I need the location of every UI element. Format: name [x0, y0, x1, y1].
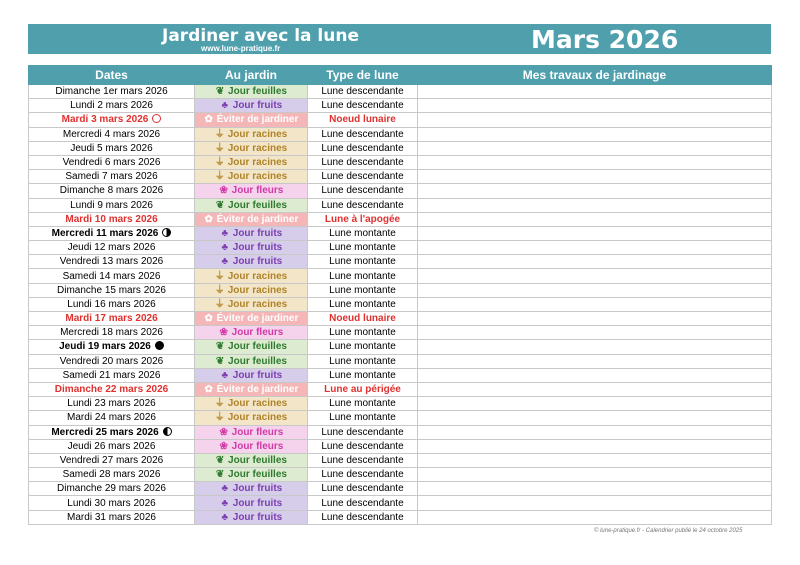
- date-label: Lundi 2 mars 2026: [70, 100, 153, 112]
- notes-cell[interactable]: [418, 510, 772, 524]
- moon-type-cell: Lune montante: [308, 297, 418, 311]
- garden-cell: [195, 496, 308, 510]
- notes-cell[interactable]: [418, 255, 772, 269]
- garden-label: Jour fruits: [232, 483, 283, 495]
- avoid-icon: ✿: [204, 384, 213, 396]
- notes-cell[interactable]: [418, 468, 772, 482]
- moon-type-cell: Lune au périgée: [308, 382, 418, 396]
- fruit-icon: ♣: [221, 256, 229, 268]
- table-row: [29, 198, 772, 212]
- notes-cell[interactable]: [418, 496, 772, 510]
- date-cell: [29, 439, 195, 453]
- moon-type-cell: Lune descendante: [308, 99, 418, 113]
- date-label: Dimanche 8 mars 2026: [59, 185, 164, 197]
- footer-credit: © lune-pratique.fr - Calendrier publié le 24 octobre 2025: [594, 528, 743, 534]
- date-label: Samedi 7 mars 2026: [65, 171, 158, 183]
- table-row: [29, 397, 772, 411]
- moon-type-cell: Lune descendante: [308, 510, 418, 524]
- table-row: [29, 184, 772, 198]
- notes-cell[interactable]: [418, 141, 772, 155]
- garden-label: Jour racines: [227, 298, 288, 310]
- moon-type-cell: Lune montante: [308, 397, 418, 411]
- root-icon: ⏚: [214, 128, 225, 140]
- date-label: Lundi 23 mars 2026: [67, 398, 156, 410]
- month-title: Mars 2026: [531, 25, 679, 54]
- notes-cell[interactable]: [418, 155, 772, 169]
- date-cell: [29, 212, 195, 226]
- garden-cell: [195, 411, 308, 425]
- table-row: [29, 425, 772, 439]
- fruit-icon: ♣: [221, 497, 229, 509]
- notes-cell[interactable]: [418, 354, 772, 368]
- flower-icon: ❀: [219, 185, 228, 197]
- leaf-icon: ❦: [215, 454, 225, 466]
- garden-cell: [195, 453, 308, 467]
- date-cell: [29, 468, 195, 482]
- root-icon: ⏚: [214, 270, 225, 282]
- date-label: Mardi 24 mars 2026: [67, 412, 156, 424]
- garden-label: Jour feuilles: [228, 454, 287, 466]
- page-title: Jardiner avec la lune: [162, 26, 359, 46]
- notes-cell[interactable]: [418, 283, 772, 297]
- moon-type-cell: Lune descendante: [308, 453, 418, 467]
- table-row: [29, 283, 772, 297]
- table-row: [29, 453, 772, 467]
- moon-type-cell: Lune montante: [308, 411, 418, 425]
- moon-type-cell: Noeud lunaire: [308, 312, 418, 326]
- moon-type-cell: Lune descendante: [308, 439, 418, 453]
- fruit-icon: ♣: [221, 369, 229, 381]
- moon-type-cell: Lune descendante: [308, 468, 418, 482]
- moon-type-cell: Lune descendante: [308, 198, 418, 212]
- date-label: Vendredi 27 mars 2026: [59, 454, 164, 466]
- garden-label: Jour racines: [227, 157, 288, 169]
- table-row: [29, 340, 772, 354]
- table-row: [29, 326, 772, 340]
- garden-cell: [195, 312, 308, 326]
- garden-label: Éviter de jardiner: [216, 313, 299, 325]
- date-label: Mercredi 18 mars 2026: [60, 327, 163, 339]
- garden-cell: [195, 141, 308, 155]
- date-cell: [29, 226, 195, 240]
- moon-type-cell: Lune montante: [308, 326, 418, 340]
- garden-cell: [195, 340, 308, 354]
- garden-cell: [195, 368, 308, 382]
- table-row: [29, 368, 772, 382]
- notes-cell[interactable]: [418, 425, 772, 439]
- date-cell: [29, 241, 195, 255]
- leaf-icon: ❦: [215, 86, 225, 98]
- garden-label: Jour fruits: [232, 242, 283, 254]
- flower-icon: ❀: [219, 327, 228, 339]
- date-label: Dimanche 22 mars 2026: [54, 384, 169, 396]
- table-header-row: [29, 66, 772, 85]
- table-row: [29, 85, 772, 99]
- date-label: Mercredi 4 mars 2026: [62, 128, 161, 140]
- date-label: Samedi 28 mars 2026: [62, 469, 161, 481]
- garden-label: Jour fleurs: [231, 426, 284, 438]
- table-row: [29, 496, 772, 510]
- table-row: [29, 226, 772, 240]
- notes-cell[interactable]: [418, 453, 772, 467]
- garden-cell: [195, 482, 308, 496]
- date-label: Vendredi 6 mars 2026: [62, 157, 161, 169]
- date-cell: [29, 354, 195, 368]
- garden-cell: [195, 155, 308, 169]
- table-row: [29, 127, 772, 141]
- garden-cell: [195, 212, 308, 226]
- date-cell: [29, 397, 195, 411]
- date-cell: [29, 113, 195, 127]
- notes-cell[interactable]: [418, 198, 772, 212]
- garden-label: Jour fleurs: [231, 327, 284, 339]
- table-row: [29, 255, 772, 269]
- fruit-icon: ♣: [221, 227, 229, 239]
- date-cell: [29, 340, 195, 354]
- garden-cell: [195, 354, 308, 368]
- garden-cell: [195, 226, 308, 240]
- date-cell: [29, 297, 195, 311]
- leaf-icon: ❦: [215, 469, 225, 481]
- root-icon: ⏚: [214, 142, 225, 154]
- date-label: Lundi 30 mars 2026: [67, 497, 156, 509]
- date-cell: [29, 496, 195, 510]
- garden-cell: [195, 85, 308, 99]
- date-label: Mercredi 25 mars 2026: [51, 426, 159, 438]
- garden-cell: [195, 283, 308, 297]
- table-row: [29, 155, 772, 169]
- garden-label: Jour feuilles: [228, 199, 287, 211]
- moon-type-cell: Lune montante: [308, 255, 418, 269]
- avoid-icon: ✿: [204, 114, 213, 126]
- date-cell: [29, 184, 195, 198]
- leaf-icon: ❦: [215, 355, 225, 367]
- moon-type-cell: Lune descendante: [308, 155, 418, 169]
- root-icon: ⏚: [214, 157, 225, 169]
- notes-cell[interactable]: [418, 212, 772, 226]
- flower-icon: ❀: [219, 426, 228, 438]
- moon-type-cell: Lune montante: [308, 354, 418, 368]
- date-cell: [29, 198, 195, 212]
- table-row: [29, 354, 772, 368]
- notes-cell[interactable]: [418, 269, 772, 283]
- garden-label: Jour fruits: [232, 497, 283, 509]
- new-moon-icon: [155, 341, 164, 350]
- garden-label: Jour feuilles: [228, 355, 287, 367]
- date-label: Jeudi 12 mars 2026: [67, 242, 156, 254]
- col-header-jardin: Au jardin: [195, 66, 308, 85]
- garden-label: Jour racines: [227, 171, 288, 183]
- leaf-icon: ❦: [215, 199, 225, 211]
- date-cell: [29, 141, 195, 155]
- notes-cell[interactable]: [418, 439, 772, 453]
- notes-cell[interactable]: [418, 226, 772, 240]
- garden-cell: [195, 510, 308, 524]
- moon-type-cell: Lune descendante: [308, 425, 418, 439]
- root-icon: ⏚: [214, 298, 225, 310]
- date-label: Mardi 10 mars 2026: [65, 213, 158, 225]
- date-cell: [29, 312, 195, 326]
- notes-cell[interactable]: [418, 368, 772, 382]
- garden-cell: [195, 297, 308, 311]
- date-label: Jeudi 26 mars 2026: [67, 440, 156, 452]
- garden-label: Jour fleurs: [231, 185, 284, 197]
- date-cell: [29, 382, 195, 396]
- notes-cell[interactable]: [418, 382, 772, 396]
- garden-label: Jour fleurs: [231, 440, 284, 452]
- date-cell: [29, 170, 195, 184]
- table-row: [29, 269, 772, 283]
- date-label: Jeudi 5 mars 2026: [70, 142, 153, 154]
- header-banner: [28, 24, 771, 54]
- notes-cell[interactable]: [418, 326, 772, 340]
- garden-label: Jour racines: [227, 398, 288, 410]
- fruit-icon: ♣: [221, 483, 229, 495]
- date-label: Lundi 9 mars 2026: [70, 199, 153, 211]
- notes-cell[interactable]: [418, 340, 772, 354]
- date-cell: [29, 155, 195, 169]
- date-cell: [29, 127, 195, 141]
- garden-cell: [195, 326, 308, 340]
- moon-type-cell: Lune descendante: [308, 127, 418, 141]
- fruit-icon: ♣: [221, 511, 229, 523]
- garden-cell: [195, 255, 308, 269]
- avoid-icon: ✿: [204, 313, 213, 325]
- garden-cell: [195, 397, 308, 411]
- garden-label: Éviter de jardiner: [216, 114, 299, 126]
- notes-cell[interactable]: [418, 312, 772, 326]
- notes-cell[interactable]: [418, 113, 772, 127]
- first-quarter-icon: [163, 427, 172, 436]
- garden-label: Jour racines: [227, 284, 288, 296]
- table-row: [29, 482, 772, 496]
- garden-label: Jour racines: [227, 142, 288, 154]
- garden-label: Jour fruits: [232, 256, 283, 268]
- moon-type-cell: Lune descendante: [308, 141, 418, 155]
- moon-type-cell: Lune à l'apogée: [308, 212, 418, 226]
- moon-type-cell: Noeud lunaire: [308, 113, 418, 127]
- table-row: [29, 297, 772, 311]
- date-label: Samedi 14 mars 2026: [62, 270, 161, 282]
- moon-type-cell: Lune montante: [308, 283, 418, 297]
- last-quarter-icon: [162, 228, 171, 237]
- garden-label: Jour feuilles: [228, 469, 287, 481]
- col-header-dates: Dates: [29, 66, 195, 85]
- garden-cell: [195, 425, 308, 439]
- date-cell: [29, 411, 195, 425]
- date-label: Vendredi 13 mars 2026: [59, 256, 164, 268]
- garden-cell: [195, 382, 308, 396]
- date-label: Mardi 3 mars 2026: [61, 114, 149, 126]
- garden-cell: [195, 113, 308, 127]
- garden-cell: [195, 198, 308, 212]
- garden-label: Jour feuilles: [228, 86, 287, 98]
- garden-label: Jour racines: [227, 270, 288, 282]
- moon-type-cell: Lune montante: [308, 226, 418, 240]
- notes-cell[interactable]: [418, 241, 772, 255]
- col-header-type: Type de lune: [308, 66, 418, 85]
- date-cell: [29, 283, 195, 297]
- table-row: [29, 411, 772, 425]
- garden-cell: [195, 127, 308, 141]
- calendar-table: [28, 65, 772, 525]
- table-row: [29, 99, 772, 113]
- notes-cell[interactable]: [418, 397, 772, 411]
- moon-type-cell: Lune montante: [308, 241, 418, 255]
- notes-cell[interactable]: [418, 184, 772, 198]
- table-row: [29, 468, 772, 482]
- garden-cell: [195, 468, 308, 482]
- moon-type-cell: Lune descendante: [308, 184, 418, 198]
- avoid-icon: ✿: [204, 213, 213, 225]
- table-row: [29, 141, 772, 155]
- col-header-travaux: Mes travaux de jardinage: [418, 66, 772, 85]
- date-cell: [29, 255, 195, 269]
- table-row: [29, 510, 772, 524]
- date-label: Dimanche 1er mars 2026: [55, 86, 168, 98]
- root-icon: ⏚: [214, 412, 225, 424]
- fruit-icon: ♣: [221, 242, 229, 254]
- date-cell: [29, 368, 195, 382]
- moon-type-cell: Lune descendante: [308, 496, 418, 510]
- notes-cell[interactable]: [418, 170, 772, 184]
- date-label: Mardi 17 mars 2026: [65, 313, 158, 325]
- garden-label: Jour fruits: [232, 100, 283, 112]
- garden-label: Éviter de jardiner: [216, 213, 299, 225]
- site-url: www.lune-pratique.fr: [201, 44, 281, 53]
- date-label: Jeudi 19 mars 2026: [59, 341, 151, 353]
- date-label: Lundi 16 mars 2026: [67, 298, 156, 310]
- lunar-node-icon: [152, 114, 161, 123]
- date-cell: [29, 269, 195, 283]
- garden-cell: [195, 241, 308, 255]
- date-cell: [29, 85, 195, 99]
- fruit-icon: ♣: [221, 100, 229, 112]
- date-label: Samedi 21 mars 2026: [62, 369, 161, 381]
- date-cell: [29, 326, 195, 340]
- root-icon: ⏚: [214, 398, 225, 410]
- notes-cell[interactable]: [418, 85, 772, 99]
- garden-label: Éviter de jardiner: [216, 384, 299, 396]
- notes-cell[interactable]: [418, 411, 772, 425]
- notes-cell[interactable]: [418, 482, 772, 496]
- moon-type-cell: Lune montante: [308, 368, 418, 382]
- root-icon: ⏚: [214, 284, 225, 296]
- garden-label: Jour racines: [227, 412, 288, 424]
- moon-type-cell: Lune descendante: [308, 85, 418, 99]
- garden-label: Jour racines: [227, 128, 288, 140]
- leaf-icon: ❦: [215, 341, 225, 353]
- table-row: [29, 439, 772, 453]
- moon-type-cell: Lune montante: [308, 340, 418, 354]
- table-row: [29, 241, 772, 255]
- table-row: [29, 312, 772, 326]
- garden-cell: [195, 269, 308, 283]
- table-row: [29, 212, 772, 226]
- garden-label: Jour fruits: [232, 227, 283, 239]
- date-label: Dimanche 15 mars 2026: [57, 284, 166, 296]
- moon-type-cell: Lune montante: [308, 269, 418, 283]
- date-cell: [29, 425, 195, 439]
- date-label: Vendredi 20 mars 2026: [59, 355, 164, 367]
- date-cell: [29, 453, 195, 467]
- moon-type-cell: Lune descendante: [308, 170, 418, 184]
- notes-cell[interactable]: [418, 297, 772, 311]
- date-cell: [29, 99, 195, 113]
- notes-cell[interactable]: [418, 99, 772, 113]
- root-icon: ⏚: [214, 171, 225, 183]
- table-row: [29, 382, 772, 396]
- table-row: [29, 113, 772, 127]
- date-cell: [29, 510, 195, 524]
- date-label: Dimanche 29 mars 2026: [57, 483, 166, 495]
- garden-cell: [195, 170, 308, 184]
- moon-type-cell: Lune descendante: [308, 482, 418, 496]
- date-cell: [29, 482, 195, 496]
- table-row: [29, 170, 772, 184]
- garden-label: Jour fruits: [232, 511, 283, 523]
- date-label: Mercredi 11 mars 2026: [51, 227, 159, 239]
- table-body: [29, 85, 772, 525]
- garden-cell: [195, 184, 308, 198]
- flower-icon: ❀: [219, 440, 228, 452]
- notes-cell[interactable]: [418, 127, 772, 141]
- garden-cell: [195, 99, 308, 113]
- garden-label: Jour feuilles: [228, 341, 287, 353]
- garden-label: Jour fruits: [232, 369, 283, 381]
- date-label: Mardi 31 mars 2026: [67, 511, 156, 523]
- garden-cell: [195, 439, 308, 453]
